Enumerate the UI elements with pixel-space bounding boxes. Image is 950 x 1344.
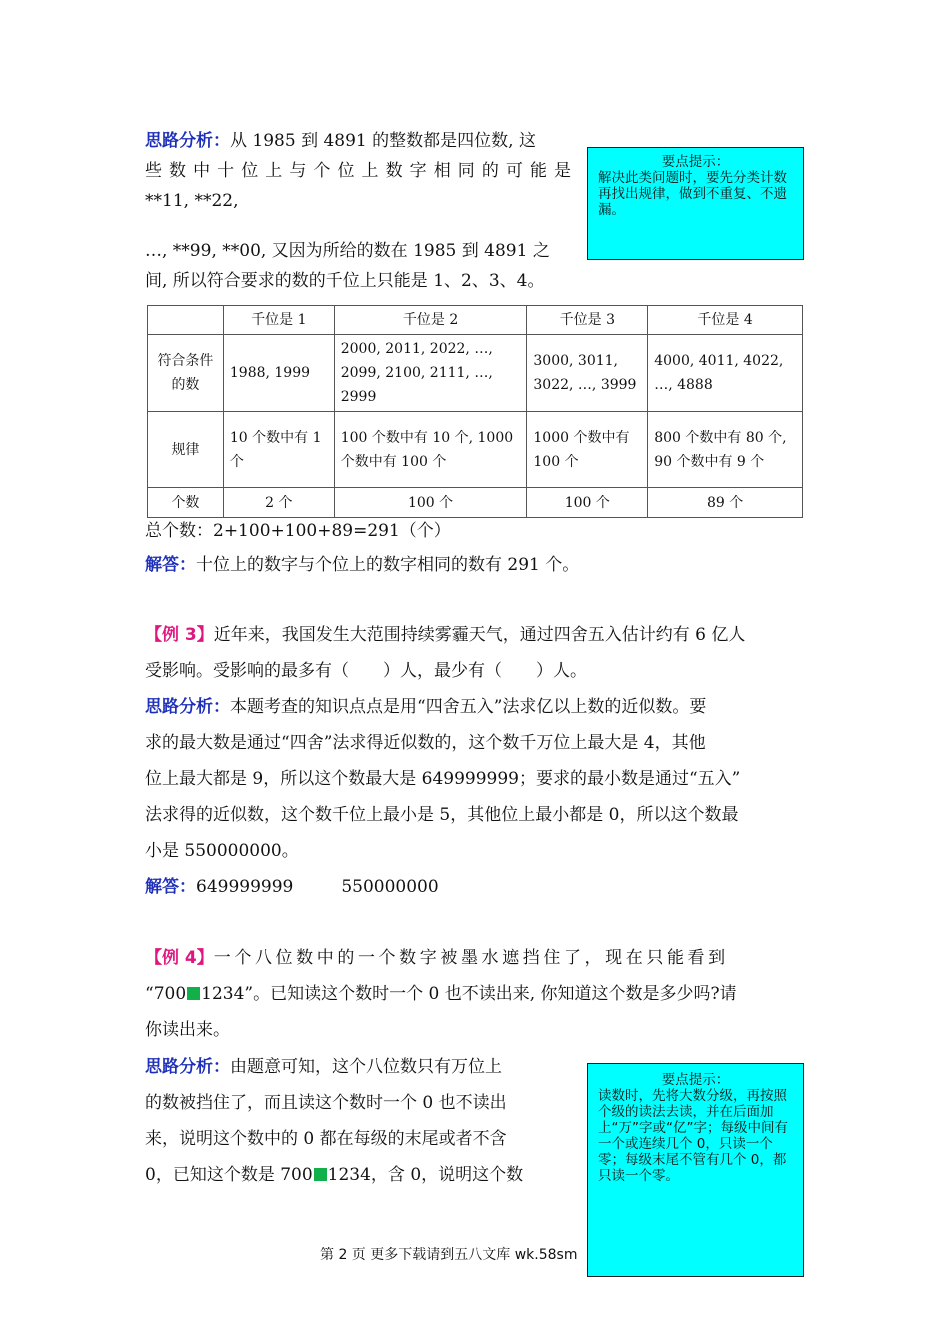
- analysis-label: 思路分析：: [145, 131, 230, 151]
- example-3-tag: 【例 3】: [145, 625, 214, 645]
- example-3-a3: 位上最大都是 9，所以这个数最大是 649999999；要求的最小数是通过“五入”: [145, 769, 741, 789]
- table-cell: 100 个: [334, 488, 527, 518]
- example-4-tag: 【例 4】: [145, 948, 214, 968]
- table-header-row: [148, 306, 803, 335]
- table-header: 千位是 1: [223, 306, 334, 335]
- tip-box-1: [587, 147, 804, 260]
- table-cell: 100 个数中有 10 个, 1000 个数中有 100 个: [334, 412, 527, 488]
- table-cell: 100 个: [527, 488, 648, 518]
- table-cell: 2 个: [223, 488, 334, 518]
- example-3-a2: 求的最大数是通过“四舍”法求得近似数的，这个数千万位上最大是 4，其他: [145, 733, 706, 753]
- example-3-answer: [145, 872, 807, 902]
- tip-body: 解决此类问题时，要先分类计数再找出规律，做到不重复、不遗漏。: [598, 170, 787, 218]
- example-3-analysis: 思路分析：本题考查的知识点点是用“四舍五入”法求亿以上数的近似数。要: [145, 697, 707, 717]
- example-4-a3: 来，说明这个数中的 0 都在每级的末尾或者不含: [145, 1129, 507, 1149]
- answer-max: 649999999: [196, 877, 294, 897]
- table-header: 千位是 2: [334, 306, 527, 335]
- tip-title: 要点提示：: [661, 1072, 730, 1088]
- table-cell: 符合条件的数: [148, 335, 224, 412]
- table-cell: [648, 412, 803, 488]
- analysis-1-line1: 思路分析：从 1985 到 4891 的整数都是四位数, 这: [145, 131, 536, 151]
- table-cell: 个数: [148, 488, 224, 518]
- answer-label: 解答：: [145, 877, 196, 897]
- table-header: 千位是 4: [648, 306, 803, 335]
- example-4-a2: 的数被挡住了，而且读这个数时一个 0 也不读出: [145, 1093, 507, 1113]
- table-cell: 10 个数中有 1 个: [223, 412, 334, 488]
- table-cell: 1000 个数中有 100 个: [527, 412, 648, 488]
- example-4-a1: 思路分析：由题意可知，这个八位数只有万位上: [145, 1057, 502, 1077]
- table-header: 千位是 3: [527, 306, 648, 335]
- table-cell: 89 个: [648, 488, 803, 518]
- example-3: [145, 620, 807, 902]
- example-4: [145, 943, 807, 1045]
- rule-line-2: 90 个数中有 9 个: [654, 453, 765, 470]
- ink-blot-icon: [314, 1168, 327, 1181]
- example-3-a4: 法求得的近似数，这个数千位上最小是 5，其他位上最小都是 0，所以这个数最: [145, 805, 739, 825]
- example-4-line1: 【例 4】一个八位数中的一个数字被墨水遮挡住了，现在只能看到: [145, 948, 729, 968]
- example-3-line1: 【例 3】近年来，我国发生大范围持续雾霾天气，通过四舍五入估计约有 6 亿人: [145, 625, 746, 645]
- table-row: [148, 488, 803, 518]
- example-3-line2: 受影响。受影响的最多有（ ）人，最少有（ ）人。: [145, 661, 587, 681]
- table-cell: 1988, 1999: [223, 335, 334, 412]
- analysis-1: [145, 126, 571, 216]
- table-row: [148, 335, 803, 412]
- analysis-label: 思路分析：: [145, 1057, 230, 1077]
- answer-1: 解答：十位上的数字与个位上的数字相同的数有 291 个。: [145, 555, 580, 575]
- answer-min: 550000000: [341, 877, 439, 897]
- analysis-label: 思路分析：: [145, 697, 230, 717]
- count-table: [147, 305, 803, 518]
- page-footer: 第 2 页 更多下载请到五八文库 wk.58sm: [320, 1247, 578, 1263]
- table-cell: 3000, 3011, 3022, …, 3999: [527, 335, 648, 412]
- example-4-line3: 你读出来。: [145, 1020, 230, 1040]
- answer-label: 解答：: [145, 555, 196, 575]
- example-4-a4: 0，已知这个数是 700 1234，含 0，说明这个数: [145, 1165, 524, 1185]
- example-4-line2: “700 1234”。已知读这个数时一个 0 也不读出来, 你知道这个数是多少吗?请: [145, 984, 737, 1004]
- analysis-1-line2: 些数中十位上与个位上数字相同的可能是: [145, 161, 571, 181]
- table-cell: 规律: [148, 412, 224, 488]
- tip-box-2: [587, 1063, 804, 1277]
- example-4-analysis: [145, 1052, 573, 1190]
- rule-line-1: 800 个数中有 80 个,: [654, 429, 787, 446]
- table-header: [148, 306, 224, 335]
- example-3-a5: 小是 550000000。: [145, 841, 299, 861]
- analysis-1-cont: [145, 236, 585, 296]
- analysis-1-line4: …, **99, **00, 又因为所给的数在 1985 到 4891 之: [145, 241, 550, 261]
- table-cell: 2000, 2011, 2022, …, 2099, 2100, 2111, …, 2999: [334, 335, 527, 412]
- analysis-1-line5: 间, 所以符合要求的数的千位上只能是 1、2、3、4。: [145, 271, 545, 291]
- total-line: 总个数：2+100+100+89=291（个）: [145, 521, 451, 541]
- table-cell: 4000, 4011, 4022, …, 4888: [648, 335, 803, 412]
- tip-body: 读数时，先将大数分级，再按照个级的读法去读，并在后面加上“万”字或“亿”字；每级中间有一个或连续几个 0，只读一个零；每级末尾不管有几个 0，都只读一个零。: [598, 1088, 788, 1184]
- table-row: [148, 412, 803, 488]
- ink-blot-icon: [187, 987, 200, 1000]
- tip-title: 要点提示：: [661, 154, 730, 170]
- analysis-1-line3: **11, **22,: [145, 191, 239, 211]
